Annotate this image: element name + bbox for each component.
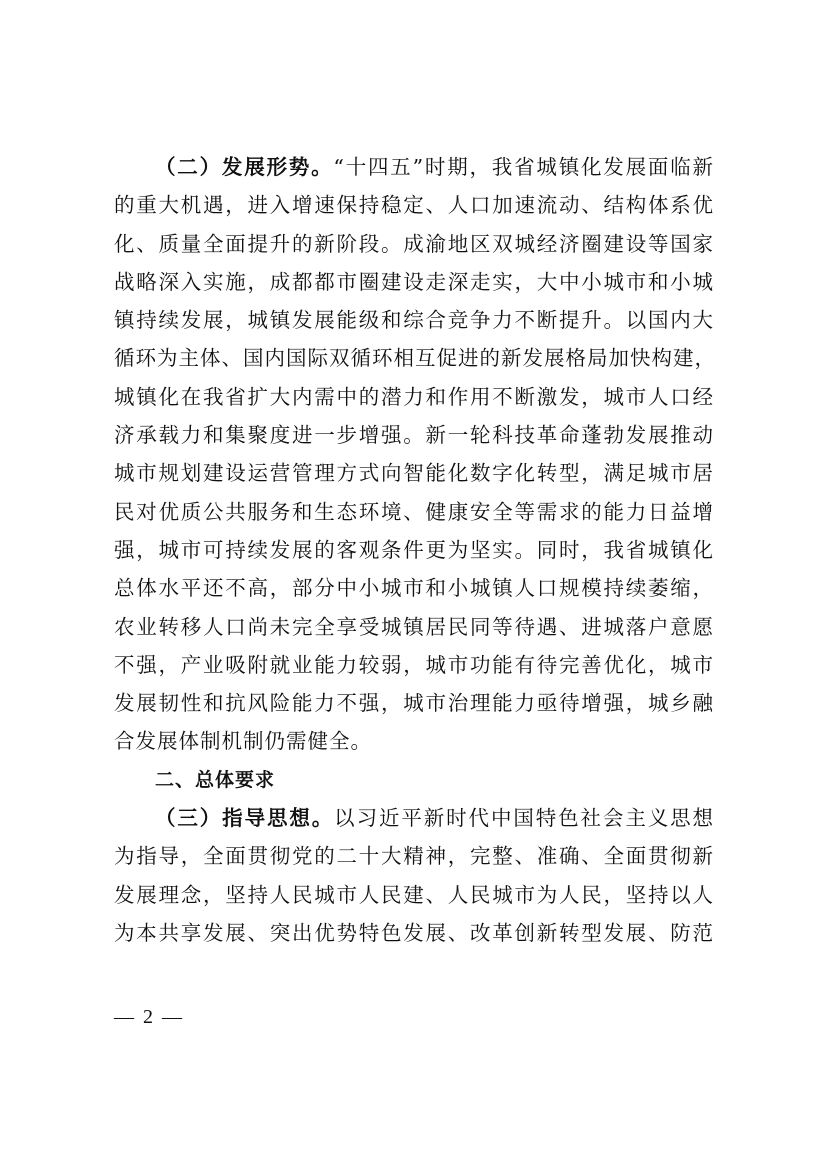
document-body bbox=[114, 148, 714, 952]
paragraph-line: 发展理念，坚持人民城市人民建、人民城市为人民，坚持以人 bbox=[114, 882, 714, 907]
section-title: 二、总体要求 bbox=[155, 768, 276, 791]
paragraph-line: 总体水平还不高，部分中小城市和小城镇人口规模持续萎缩， bbox=[114, 576, 714, 601]
paragraph-line: 城市规划建设运营管理方式向智能化数字化转型，满足城市居 bbox=[114, 461, 714, 486]
paragraph-line: 强，城市可持续发展的客观条件更为坚实。同时，我省城镇化 bbox=[114, 537, 714, 562]
paragraph-line: 为指导，全面贯彻党的二十大精神，完整、准确、全面贯彻新 bbox=[114, 844, 714, 869]
paragraph-first-line bbox=[114, 799, 714, 837]
paragraph-line: 农业转移人口尚未完全享受城镇居民同等待遇、进城落户意愿 bbox=[114, 614, 714, 639]
paragraph-first-line bbox=[114, 148, 714, 186]
paragraph-line: 不强，产业吸附就业能力较弱，城市功能有待完善优化，城市 bbox=[114, 652, 714, 677]
paragraph-line: 战略深入实施，成都都市圈建设走深走实，大中小城市和小城 bbox=[114, 269, 714, 294]
paragraph-heading: （三）指导思想。 bbox=[155, 806, 335, 831]
page-number: — 2 — bbox=[114, 1006, 184, 1028]
paragraph-line: 济承载力和集聚度进一步增强。新一轮科技革命蓬勃发展推动 bbox=[114, 423, 714, 448]
paragraph-line: 以习近平新时代中国特色社会主义思想 bbox=[334, 806, 715, 831]
paragraph-line: 合发展体制机制仍需健全。 bbox=[114, 729, 372, 754]
paragraph-line: 循环为主体、国内国际双循环相互促进的新发展格局加快构建， bbox=[114, 346, 716, 371]
paragraph-line: “十四五”时期，我省城镇化发展面临新 bbox=[333, 155, 715, 179]
paragraph-line: 城镇化在我省扩大内需中的潜力和作用不断激发，城市人口经 bbox=[114, 384, 714, 409]
paragraph-line: 镇持续发展，城镇发展能级和综合竞争力不断提升。以国内大 bbox=[114, 308, 714, 333]
paragraph-development-situation bbox=[114, 148, 714, 761]
paragraph-heading: （二）发展形势。 bbox=[155, 155, 334, 179]
paragraph-line: 发展韧性和抗风险能力不强，城市治理能力亟待增强，城乡融 bbox=[114, 691, 714, 716]
paragraph-line: 的重大机遇，进入增速保持稳定、人口加速流动、结构体系优 bbox=[114, 193, 714, 218]
paragraph-line: 民对优质公共服务和生态环境、健康安全等需求的能力日益增 bbox=[114, 499, 714, 524]
paragraph-guiding-ideology bbox=[114, 799, 714, 952]
paragraph-line: 为本共享发展、突出优势特色发展、改革创新转型发展、防范 bbox=[114, 920, 714, 945]
paragraph-line: 化、质量全面提升的新阶段。成渝地区双城经济圈建设等国家 bbox=[114, 231, 714, 256]
